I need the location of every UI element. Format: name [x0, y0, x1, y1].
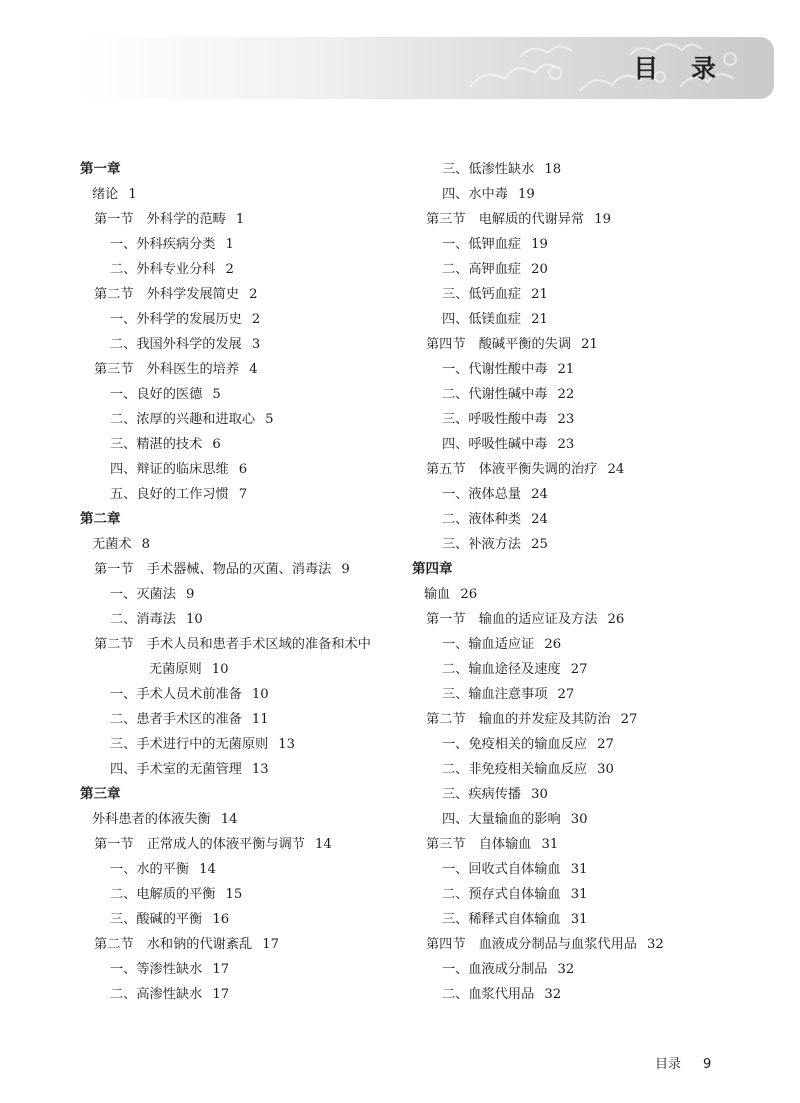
toc-section[interactable] — [412, 607, 742, 632]
toc-entry-text: 第三节 电解质的代谢异常 — [426, 212, 585, 227]
toc-page-number: 32 — [544, 987, 562, 1002]
toc-page-number: 17 — [262, 937, 280, 952]
toc-entry-text: 二、血浆代用品 — [442, 987, 535, 1002]
toc-item[interactable] — [412, 232, 742, 257]
toc-entry-text: 一、回收式自体输血 — [442, 862, 561, 877]
toc-page-number: 27 — [557, 687, 575, 702]
toc-page-number: 1 — [225, 237, 234, 252]
toc-item[interactable] — [80, 607, 410, 632]
toc-page-number: 32 — [557, 962, 575, 977]
page-footer — [655, 1053, 711, 1072]
toc-entry-text: 第一节 手术器械、物品的灭菌、消毒法 — [94, 562, 332, 577]
toc-title[interactable] — [80, 807, 410, 832]
toc-page-number: 21 — [531, 312, 548, 327]
toc-page-number: 26 — [544, 637, 562, 652]
toc-entry-text: 三、低渗性缺水 — [442, 162, 535, 177]
toc-entry-text: 二、浓厚的兴趣和进取心 — [110, 412, 256, 427]
toc-page-number: 16 — [212, 912, 230, 927]
toc-entry-text: 一、水的平衡 — [110, 862, 190, 877]
toc-page-number: 2 — [249, 287, 258, 302]
toc-entry-text: 三、疾病传播 — [442, 787, 522, 802]
toc-item[interactable] — [412, 982, 742, 1007]
toc-section[interactable] — [80, 207, 410, 232]
toc-page-number: 27 — [597, 737, 614, 752]
toc-page-number: 6 — [212, 437, 221, 452]
toc-entry-text: 第三节 自体输血 — [426, 837, 532, 852]
toc-entry-text: 四、大量输血的影响 — [442, 812, 561, 827]
toc-section[interactable] — [412, 457, 742, 482]
page-number: 9 — [703, 1057, 712, 1072]
toc-entry-text: 一、灭菌法 — [110, 587, 176, 602]
toc-item[interactable] — [80, 232, 410, 257]
toc-page-number: 10 — [185, 612, 203, 627]
toc-entry-text: 输血 — [424, 587, 451, 602]
toc-chapter[interactable] — [80, 507, 410, 532]
toc-entry-text: 无菌原则 — [149, 662, 202, 677]
toc-page-number: 23 — [557, 412, 575, 427]
toc-item[interactable] — [80, 732, 410, 757]
toc-chapter[interactable] — [80, 157, 410, 182]
toc-item[interactable] — [412, 632, 742, 657]
toc-page-number: 5 — [265, 412, 274, 427]
toc-page-number: 13 — [278, 737, 296, 752]
toc-page-number: 14 — [220, 812, 238, 827]
toc-entry-text: 第二章 — [80, 511, 121, 527]
toc-page-number: 6 — [238, 462, 248, 477]
toc-entry-text: 第一章 — [80, 161, 121, 177]
toc-item[interactable] — [80, 907, 410, 932]
toc-left-column — [80, 157, 410, 1007]
toc-entry-text: 第一节 正常成人的体液平衡与调节 — [94, 837, 305, 852]
toc-entry-text: 第四章 — [412, 561, 453, 577]
toc-entry-text: 三、呼吸性酸中毒 — [442, 412, 548, 427]
toc-page-number: 14 — [199, 862, 216, 877]
toc-page-number: 23 — [557, 437, 575, 452]
toc-section[interactable] — [80, 932, 410, 957]
toc-item[interactable] — [80, 882, 410, 907]
toc-chapter[interactable] — [412, 557, 742, 582]
toc-item[interactable] — [80, 407, 410, 432]
toc-item[interactable] — [80, 682, 410, 707]
toc-entry-text: 第三章 — [80, 786, 121, 802]
toc-item[interactable] — [80, 582, 410, 607]
toc-section[interactable] — [412, 932, 742, 957]
toc-page-number: 8 — [141, 537, 150, 552]
toc-entry-text: 五、良好的工作习惯 — [110, 487, 229, 502]
toc-page-number: 31 — [570, 912, 588, 927]
toc-section[interactable] — [412, 707, 742, 732]
toc-page-number: 32 — [647, 937, 664, 952]
toc-page-number: 4 — [249, 362, 258, 377]
toc-page-number: 9 — [185, 587, 195, 602]
toc-item[interactable] — [80, 332, 410, 357]
toc-item[interactable] — [412, 432, 742, 457]
toc-entry-text: 二、患者手术区的准备 — [110, 712, 242, 727]
toc-entry-text: 一、低钾血症 — [442, 237, 522, 252]
toc-item[interactable] — [412, 407, 742, 432]
toc-entry-text: 四、水中毒 — [442, 187, 508, 202]
toc-item[interactable] — [80, 307, 410, 332]
toc-item[interactable] — [80, 982, 410, 1007]
toc-page-number: 2 — [225, 262, 234, 277]
toc-item[interactable] — [412, 307, 742, 332]
toc-title[interactable] — [80, 532, 410, 557]
toc-item[interactable] — [412, 682, 742, 707]
toc-page-number: 20 — [531, 262, 548, 277]
toc-item[interactable] — [412, 157, 742, 182]
toc-page-number: 27 — [570, 662, 588, 677]
toc-page-number: 26 — [460, 587, 478, 602]
toc-entry-text: 四、呼吸性碱中毒 — [442, 437, 548, 452]
toc-item[interactable] — [412, 857, 742, 882]
toc-entry-text: 二、我国外科学的发展 — [110, 337, 242, 352]
toc-page-number: 31 — [570, 862, 588, 877]
toc-entry-text: 三、稀释式自体输血 — [442, 912, 561, 927]
toc-page-number: 24 — [531, 487, 548, 502]
toc-item[interactable] — [412, 882, 742, 907]
toc-item[interactable] — [80, 857, 410, 882]
toc-entry-text: 第四节 血液成分制品与血浆代用品 — [426, 937, 637, 952]
toc-entry-text: 一、血液成分制品 — [442, 962, 548, 977]
toc-item[interactable] — [80, 757, 410, 782]
toc-page-number: 13 — [251, 762, 269, 777]
toc-cont[interactable] — [80, 657, 410, 682]
toc-page-number: 19 — [531, 237, 548, 252]
toc-entry-text: 绪论 — [92, 187, 119, 202]
toc-entry-text: 二、代谢性碱中毒 — [442, 387, 548, 402]
toc-entry-text: 第一节 输血的适应证及方法 — [426, 612, 598, 627]
toc-item[interactable] — [412, 907, 742, 932]
toc-item[interactable] — [412, 732, 742, 757]
toc-entry-text: 四、辩证的临床思维 — [110, 462, 229, 477]
toc-page-number: 21 — [557, 362, 575, 377]
toc-item[interactable] — [80, 707, 410, 732]
toc-page-number: 19 — [517, 187, 535, 202]
toc-item[interactable] — [412, 182, 742, 207]
toc-section[interactable] — [80, 832, 410, 857]
toc-page-number: 24 — [607, 462, 625, 477]
toc-page-number: 10 — [211, 662, 229, 677]
toc-entry-text: 二、高渗性缺水 — [110, 987, 203, 1002]
toc-page-number: 26 — [607, 612, 625, 627]
toc-item[interactable] — [80, 957, 410, 982]
toc-entry-text: 三、酸碱的平衡 — [110, 912, 203, 927]
toc-item[interactable] — [412, 757, 742, 782]
toc-entry-text: 三、补液方法 — [442, 537, 522, 552]
toc-page-number: 3 — [251, 337, 261, 352]
toc-entry-text: 第五节 体液平衡失调的治疗 — [426, 462, 598, 477]
toc-entry-text: 一、手术人员术前准备 — [110, 687, 242, 702]
toc-page-number: 10 — [251, 687, 269, 702]
toc-page-number: 11 — [251, 712, 269, 727]
toc-entry-text: 一、等渗性缺水 — [110, 962, 203, 977]
toc-entry-text: 第二节 水和钠的代谢紊乱 — [94, 937, 253, 952]
toc-entry-text: 二、高钾血症 — [442, 262, 522, 277]
toc-page-number: 1 — [128, 187, 137, 202]
toc-item[interactable] — [80, 382, 410, 407]
toc-title[interactable] — [412, 582, 742, 607]
toc-section[interactable] — [80, 282, 410, 307]
toc-page-number: 5 — [212, 387, 221, 402]
toc-entry-text: 外科患者的体液失衡 — [92, 812, 211, 827]
toc-entry-text: 二、液体种类 — [442, 512, 522, 527]
toc-entry-text: 三、低钙血症 — [442, 287, 522, 302]
toc-item[interactable] — [412, 532, 742, 557]
toc-entry-text: 三、精湛的技术 — [110, 437, 203, 452]
toc-page-number: 18 — [544, 162, 562, 177]
toc-entry-text: 四、低镁血症 — [442, 312, 522, 327]
toc-entry-text: 一、输血适应证 — [442, 637, 535, 652]
toc-page-number: 7 — [238, 487, 248, 502]
toc-item[interactable] — [412, 482, 742, 507]
toc-entry-text: 二、非免疫相关输血反应 — [442, 762, 588, 777]
toc-page-number: 14 — [315, 837, 332, 852]
header-banner — [80, 37, 774, 99]
toc-entry-text: 三、输血注意事项 — [442, 687, 548, 702]
toc-page-number: 9 — [341, 562, 350, 577]
toc-title[interactable] — [80, 182, 410, 207]
toc-entry-text: 一、免疫相关的输血反应 — [442, 737, 588, 752]
toc-item[interactable] — [412, 282, 742, 307]
toc-page-number: 1 — [235, 212, 245, 227]
toc-entry-text: 无菌术 — [92, 537, 132, 552]
page-title: 目 录 — [633, 54, 728, 83]
toc-page-number: 22 — [557, 387, 575, 402]
toc-section[interactable] — [80, 632, 410, 657]
toc-section[interactable] — [412, 207, 742, 232]
toc-page-number: 17 — [212, 962, 230, 977]
toc-page-number: 21 — [581, 337, 598, 352]
toc-item[interactable] — [412, 657, 742, 682]
toc-entry-text: 二、输血途径及速度 — [442, 662, 561, 677]
toc-page-number: 30 — [531, 787, 548, 802]
toc-page-number: 25 — [531, 537, 548, 552]
toc-item[interactable] — [412, 782, 742, 807]
toc-entry-text: 一、代谢性酸中毒 — [442, 362, 548, 377]
toc-item[interactable] — [80, 482, 410, 507]
toc-right-column — [412, 157, 742, 1007]
toc-entry-text: 一、外科学的发展历史 — [110, 312, 242, 327]
toc-page-number: 2 — [251, 312, 261, 327]
toc-entry-text: 四、手术室的无菌管理 — [110, 762, 242, 777]
toc-entry-text: 一、外科疾病分类 — [110, 237, 216, 252]
toc-entry-text: 第四节 酸碱平衡的失调 — [426, 337, 572, 352]
toc-item[interactable] — [412, 507, 742, 532]
toc-entry-text: 一、良好的医德 — [110, 387, 203, 402]
toc-entry-text: 二、预存式自体输血 — [442, 887, 561, 902]
toc-item[interactable] — [412, 382, 742, 407]
toc-page-number: 30 — [570, 812, 588, 827]
toc-section[interactable] — [412, 332, 742, 357]
toc-entry-text: 第二节 输血的并发症及其防治 — [426, 712, 611, 727]
toc-item[interactable] — [412, 807, 742, 832]
toc-entry-text: 第三节 外科医生的培养 — [94, 362, 240, 377]
toc-page-number: 21 — [531, 287, 548, 302]
toc-entry-text: 第二节 外科学发展简史 — [94, 287, 240, 302]
toc-page-number: 30 — [597, 762, 614, 777]
toc-page-number: 27 — [620, 712, 638, 727]
toc-item[interactable] — [80, 457, 410, 482]
toc-entry-text: 三、手术进行中的无菌原则 — [110, 737, 269, 752]
toc-item[interactable] — [80, 432, 410, 457]
toc-page-number: 24 — [531, 512, 548, 527]
toc-entry-text: 第二节 手术人员和患者手术区域的准备和术中 — [94, 637, 371, 652]
toc-entry-text: 二、消毒法 — [110, 612, 176, 627]
toc-chapter[interactable] — [80, 782, 410, 807]
toc-item[interactable] — [80, 257, 410, 282]
toc-item[interactable] — [412, 957, 742, 982]
toc-page-number: 31 — [570, 887, 588, 902]
footer-label: 目录 — [655, 1057, 682, 1072]
toc-page-number: 17 — [212, 987, 230, 1002]
toc-item[interactable] — [412, 357, 742, 382]
toc-entry-text: 一、液体总量 — [442, 487, 522, 502]
toc-entry-text: 二、外科专业分科 — [110, 262, 216, 277]
toc-entry-text: 第一节 外科学的范畴 — [94, 212, 226, 227]
toc-section[interactable] — [80, 357, 410, 382]
toc-section[interactable] — [80, 557, 410, 582]
toc-page-number: 19 — [594, 212, 612, 227]
toc-page-number: 31 — [541, 837, 559, 852]
toc-page-number: 15 — [225, 887, 243, 902]
toc-entry-text: 二、电解质的平衡 — [110, 887, 216, 902]
toc-section[interactable] — [412, 832, 742, 857]
toc-item[interactable] — [412, 257, 742, 282]
